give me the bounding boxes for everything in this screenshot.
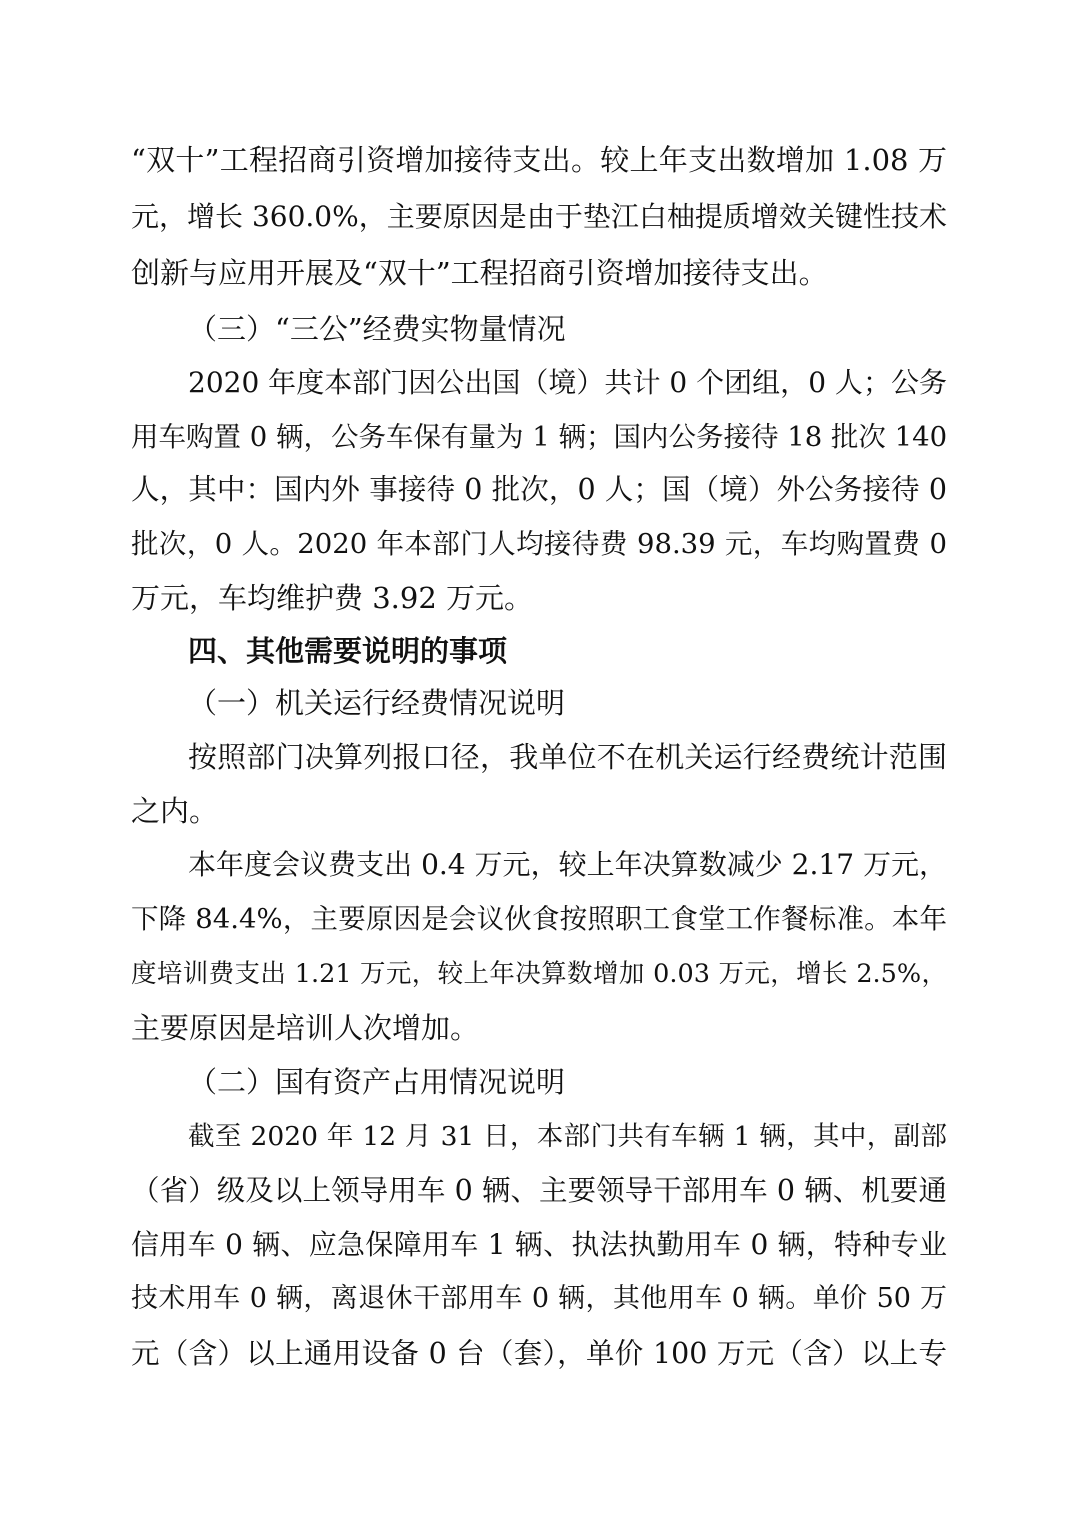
paragraph-line: “双十”工程招商引资增加接待支出。较上年支出数增加 1.08 万 (131, 143, 947, 177)
paragraph-line: 信用车 0 辆、应急保障用车 1 辆、执法执勤用车 0 辆，特种专业 (131, 1228, 947, 1261)
paragraph-line: 截至 2020 年 12 月 31 日，本部门共有车辆 1 辆，其中，副部 (188, 1121, 947, 1152)
paragraph-line: 用车购置 0 辆，公务车保有量为 1 辆；国内公务接待 18 批次 140 (131, 421, 948, 453)
section-subheading: （二）国有资产占用情况说明 (188, 1065, 566, 1099)
paragraph-line: 本年度会议费支出 0.4 万元，较上年决算数减少 2.17 万元， (188, 848, 947, 881)
paragraph-line: 之内。 (131, 794, 219, 828)
paragraph-line: （省）级及以上领导用车 0 辆、主要领导干部用车 0 辆、机要通 (131, 1174, 947, 1207)
paragraph-line: 下降 84.4%，主要原因是会议伙食按照职工食堂工作餐标准。本年 (131, 903, 947, 935)
paragraph-line: 主要原因是培训人次增加。 (131, 1011, 480, 1045)
paragraph-line: 批次，0 人。2020 年本部门人均接待费 98.39 元，车均购置费 0 (131, 528, 947, 560)
paragraph-line: 度培训费支出 1.21 万元，较上年决算数增加 0.03 万元，增长 2.5%， (131, 959, 947, 989)
section-subheading: （一）机关运行经费情况说明 (188, 686, 566, 720)
paragraph-line: 按照部门决算列报口径，我单位不在机关运行经费统计范围 (188, 740, 947, 774)
paragraph-line: 创新与应用开展及“双十”工程招商引资增加接待支出。 (131, 256, 828, 290)
section-subheading: （三）“三公”经费实物量情况 (188, 312, 566, 346)
paragraph-line: 元（含）以上通用设备 0 台（套），单价 100 万元（含）以上专 (131, 1337, 947, 1370)
section-heading: 四、其他需要说明的事项 (188, 634, 508, 668)
paragraph-line: 万元，车均维护费 3.92 万元。 (131, 581, 534, 615)
paragraph-line: 元，增长 360.0%，主要原因是由于垫江白柚提质增效关键性技术 (131, 200, 947, 233)
paragraph-line: 人，其中：国内外 事接待 0 批次，0 人；国（境）外公务接待 0 (131, 473, 947, 506)
paragraph-line: 技术用车 0 辆，离退休干部用车 0 辆，其他用车 0 辆。单价 50 万 (131, 1283, 947, 1314)
paragraph-line: 2020 年度本部门因公出国（境）共计 0 个团组，0 人；公务 (188, 366, 947, 399)
